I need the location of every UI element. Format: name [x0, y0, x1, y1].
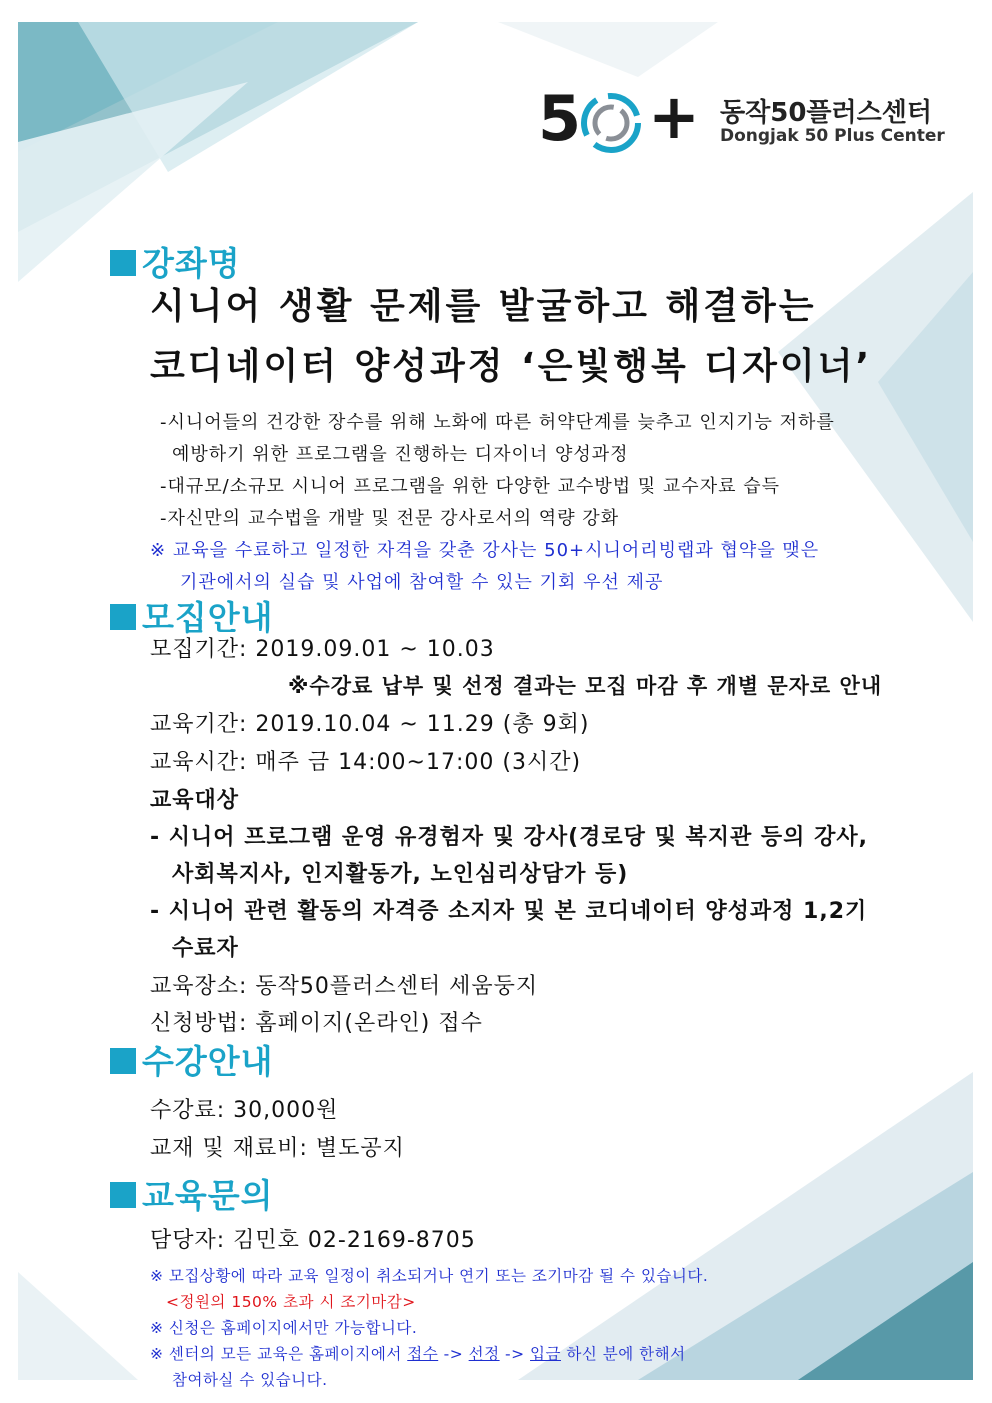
- edu-period: 교육기간: 2019.10.04 ~ 11.29 (총 9회): [150, 712, 590, 737]
- square-bullet-icon: [110, 604, 136, 630]
- target1-line1: - 시니어 프로그램 운영 유경험자 및 강사(경로당 및 복지관 등의 강사,: [150, 825, 868, 850]
- contact-person: 담당자: 김민호 02-2169-8705: [150, 1228, 476, 1253]
- target2-line2: 수료자: [172, 936, 239, 961]
- logo-plus: +: [648, 80, 700, 153]
- logo-ring-icon: [578, 90, 644, 156]
- course-heading: 강좌명: [110, 238, 241, 285]
- course-desc-3: -대규모/소규모 시니어 프로그램을 위한 다양한 교수방법 및 교수자료 습득: [160, 476, 780, 497]
- edu-place: 교육장소: 동작50플러스센터 세움둥지: [150, 974, 539, 999]
- logo-name-ko: 동작50플러스센터: [720, 98, 932, 128]
- square-bullet-icon: [110, 1048, 136, 1074]
- center-logo: [538, 82, 958, 162]
- square-bullet-icon: [110, 1182, 136, 1208]
- course-title-line2: 코디네이터 양성과정 ‘은빛행복 디자이너’: [150, 346, 873, 387]
- square-bullet-icon: [110, 250, 136, 276]
- contact-note-2: ※ 신청은 홈페이지에서만 가능합니다.: [150, 1319, 418, 1337]
- logo-name-en: Dongjak 50 Plus Center: [720, 126, 945, 146]
- target2-line1: - 시니어 관련 활동의 자격증 소지자 및 본 코디네이터 양성과정 1,2기: [150, 899, 868, 924]
- target1-line2: 사회복지사, 인지활동가, 노인심리상담가 등): [172, 862, 629, 887]
- course-title-line1: 시니어 생활 문제를 발굴하고 해결하는: [150, 286, 817, 327]
- contact-note-3: ※ 센터의 모든 교육은 홈페이지에서 접수 -> 선정 -> 입금 하신 분에 한해서: [150, 1345, 686, 1363]
- course-desc-2: 예방하기 위한 프로그램을 진행하는 디자이너 양성과정: [172, 444, 629, 465]
- contact-note-3-line2: 참여하실 수 있습니다.: [172, 1371, 328, 1389]
- tuition-fee: 수강료: 30,000원: [150, 1098, 339, 1123]
- recruit-period: 모집기간: 2019.09.01 ~ 10.03: [150, 637, 495, 662]
- logo-digit-5: 5: [538, 82, 582, 155]
- course-desc-1: -시니어들의 건강한 장수를 위해 노화에 따른 허약단계를 늦추고 인지기능 저하를: [160, 412, 835, 433]
- course-notice-1: ※ 교육을 수료하고 일정한 자격을 갖춘 강사는 50+시니어리빙랩과 협약을 맺은: [150, 540, 820, 561]
- edu-time: 교육시간: 매주 금 14:00~17:00 (3시간): [150, 750, 582, 775]
- course-desc-4: -자신만의 교수법을 개발 및 전문 강사로서의 역량 강화: [160, 508, 620, 529]
- course-notice-2: 기관에서의 실습 및 사업에 참여할 수 있는 기회 우선 제공: [180, 572, 664, 593]
- fee-heading: 수강안내: [110, 1036, 274, 1083]
- apply-method: 신청방법: 홈페이지(온라인) 접수: [150, 1011, 483, 1036]
- target-label: 교육대상: [150, 788, 240, 813]
- recruit-period-note: ※수강료 납부 및 선정 결과는 모집 마감 후 개별 문자로 안내: [288, 674, 883, 698]
- material-fee: 교재 및 재료비: 별도공지: [150, 1136, 405, 1161]
- contact-note-1-sub: <정원의 150% 초과 시 조기마감>: [166, 1293, 416, 1311]
- contact-note-1: ※ 모집상황에 따라 교육 일정이 취소되거나 연기 또는 조기마감 될 수 있습니다.: [150, 1267, 709, 1285]
- recruit-heading: 모집안내: [110, 592, 274, 639]
- contact-heading: 교육문의: [110, 1170, 274, 1217]
